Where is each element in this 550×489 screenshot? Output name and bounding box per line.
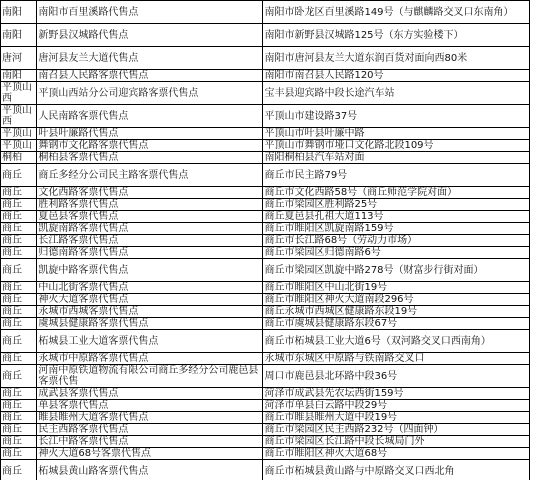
address-cell: 南阳市唐河县友兰大道东润百货对面向西80米 [263,47,530,70]
agency-name-cell: 柘城县工业大道客票代售点 [37,330,263,353]
city-cell: 商丘 [1,460,37,483]
agency-name-cell: 人民南路客票代售点 [37,105,263,128]
address-cell: 宝丰县迎宾路中段长途汽车站 [263,82,530,105]
agency-name-cell: 胜利路客票代售点 [37,199,263,211]
agency-name-cell: 文化西路客票代售点 [37,187,263,199]
city-cell: 商丘 [1,294,37,306]
table-row [1,47,530,70]
address-cell: 商丘市梁园区归德南路6号 [263,247,530,259]
table-row [1,353,530,365]
address-cell: 商丘市睢县睢州大道中段19号 [263,412,530,424]
city-cell: 商丘 [1,412,37,424]
city-cell: 商丘 [1,164,37,187]
city-cell: 商丘 [1,247,37,259]
agency-name-cell: 神火大道68号客票代售点 [37,448,263,460]
agency-name-cell: 归德南路客票代售点 [37,247,263,259]
table-row [1,388,530,400]
table-row [1,24,530,47]
city-cell: 商丘 [1,223,37,235]
city-cell: 平顶山 [1,128,37,140]
address-cell: 平顶山市叶县叶廉中路 [263,128,530,140]
address-cell: 平顶山市舞钢市垭口文化路北段109号 [263,140,530,152]
table-row [1,318,530,330]
address-cell: 周口市鹿邑县北环路中段36号 [263,365,530,388]
page-bottom-edge [0,480,550,489]
address-cell: 商丘市柘城县工业大道6号（双河路交叉口西南角） [263,330,530,353]
agency-name-cell: 南召县人民路客票代售点 [37,70,263,82]
address-cell: 商丘市柘城县黄山路与中原路交叉口西北角 [263,460,530,483]
agency-name-cell: 神火大道客票代售点 [37,294,263,306]
agency-name-cell: 永城市西城客票代售点 [37,306,263,318]
agency-name-cell: 新野县汉城路代售点 [37,24,263,47]
city-cell: 平顶山西 [1,105,37,128]
address-cell: 商丘市梁园区胜利路25号 [263,199,530,211]
city-cell: 南阳 [1,1,37,24]
agency-name-cell: 舞钢市文化路客票代售点 [37,140,263,152]
city-cell: 商丘 [1,259,37,282]
city-cell: 南阳 [1,24,37,47]
table-row [1,223,530,235]
table-row [1,436,530,448]
table-row [1,294,530,306]
address-cell: 商丘夏邑县孔祖大道113号 [263,211,530,223]
table-row [1,247,530,259]
table-row [1,400,530,412]
city-cell: 商丘 [1,400,37,412]
address-cell: 商丘市睢阳区凯旋南路159号 [263,223,530,235]
table-row [1,282,530,294]
city-cell: 商丘 [1,436,37,448]
table-row [1,448,530,460]
city-cell: 商丘 [1,424,37,436]
address-cell: 商丘市梁园区民主西路232号（四面钟） [263,424,530,436]
table-row [1,164,530,187]
address-cell: 商丘永城市西城区健康路东段19号 [263,306,530,318]
city-cell: 商丘 [1,282,37,294]
city-cell: 商丘 [1,211,37,223]
address-cell: 商丘市文化西路58号（商丘师范学院对面） [263,187,530,199]
agency-name-cell: 夏邑县客票代售点 [37,211,263,223]
table-row [1,152,530,164]
city-cell: 商丘 [1,448,37,460]
table-row [1,330,530,353]
agency-name-cell: 单县客票代售点 [37,400,263,412]
agency-name-cell: 凯旋南路客票代售点 [37,223,263,235]
address-cell: 南阳桐柏县汽车站对面 [263,152,530,164]
table-row [1,211,530,223]
agency-name-cell: 永城市中原路客票代售点 [37,353,263,365]
address-cell: 商丘市民主路79号 [263,164,530,187]
address-cell: 商丘市睢阳区神火大道68号 [263,448,530,460]
address-cell: 南阳市卧龙区百里溪路149号（与麒麟路交叉口东南角） [263,1,530,24]
address-cell: 菏泽市单县白云路中段29号 [263,400,530,412]
city-cell: 桐柏 [1,152,37,164]
agency-name-cell: 凯旋中路客票代售点 [37,259,263,282]
address-cell: 南阳市南召县人民路120号 [263,70,530,82]
agency-name-cell: 叶县叶廉路代售点 [37,128,263,140]
address-cell: 永城市东城区中原路与铁南路交叉口 [263,353,530,365]
agency-name-cell: 成武县客票代售点 [37,388,263,400]
city-cell: 商丘 [1,330,37,353]
address-cell: 商丘市虞城县健康路东段67号 [263,318,530,330]
agency-name-cell: 南阳市百里溪路代售点 [37,1,263,24]
city-cell: 商丘 [1,365,37,388]
table-row [1,259,530,282]
table-row [1,187,530,199]
address-cell: 商丘市睢阳区神火大道南段296号 [263,294,530,306]
city-cell: 唐河 [1,47,37,70]
agency-name-cell: 平顶山西站分公司迎宾路客票代售点 [37,82,263,105]
address-cell: 商丘市梁园区凯旋中路278号（财富步行街对面） [263,259,530,282]
table-row [1,140,530,152]
table-row [1,306,530,318]
table-body [1,1,530,483]
table-row [1,105,530,128]
agency-name-cell: 长江路客票代售点 [37,235,263,247]
city-cell: 商丘 [1,199,37,211]
city-cell: 商丘 [1,388,37,400]
table-row [1,424,530,436]
city-cell: 平顶山 [1,140,37,152]
city-cell: 商丘 [1,306,37,318]
agency-name-cell: 柘城县黄山路客票代售点 [37,460,263,483]
address-cell: 商丘市睢阳区中山北街19号 [263,282,530,294]
agency-name-cell: 民主西路客票代售点 [37,424,263,436]
table-row [1,1,530,24]
table-row [1,82,530,105]
address-cell: 商丘市梁园区长江路中段长城局门外 [263,436,530,448]
table-row [1,199,530,211]
address-cell: 菏泽市成武县先农坛西街159号 [263,388,530,400]
table-row [1,70,530,82]
agency-name-cell: 中山北街客票代售点 [37,282,263,294]
city-cell: 平顶山西 [1,82,37,105]
table-row [1,128,530,140]
address-cell: 南阳市新野县汉城路125号（东方实验楼下） [263,24,530,47]
agency-name-cell: 长江中路客票代售点 [37,436,263,448]
city-cell: 商丘 [1,187,37,199]
address-cell: 平顶山市建设路37号 [263,105,530,128]
table-row [1,235,530,247]
agency-name-cell: 河南中原铁道物流有限公司商丘多经分公司鹿邑县客票代售 [37,365,263,388]
agency-name-cell: 桐柏县客票代售点 [37,152,263,164]
city-cell: 南阳 [1,70,37,82]
agency-name-cell: 睢县睢州大道客票代售点 [37,412,263,424]
table-row [1,365,530,388]
address-cell: 商丘市长江路68号（劳动力市场） [263,235,530,247]
city-cell: 商丘 [1,318,37,330]
agency-name-cell: 虞城县健康路客票代售点 [37,318,263,330]
table-row [1,412,530,424]
city-cell: 商丘 [1,235,37,247]
agency-name-cell: 商丘多经分公司民主路客票代售点 [37,164,263,187]
agency-name-cell: 唐河县友兰大道代售点 [37,47,263,70]
city-cell: 商丘 [1,353,37,365]
